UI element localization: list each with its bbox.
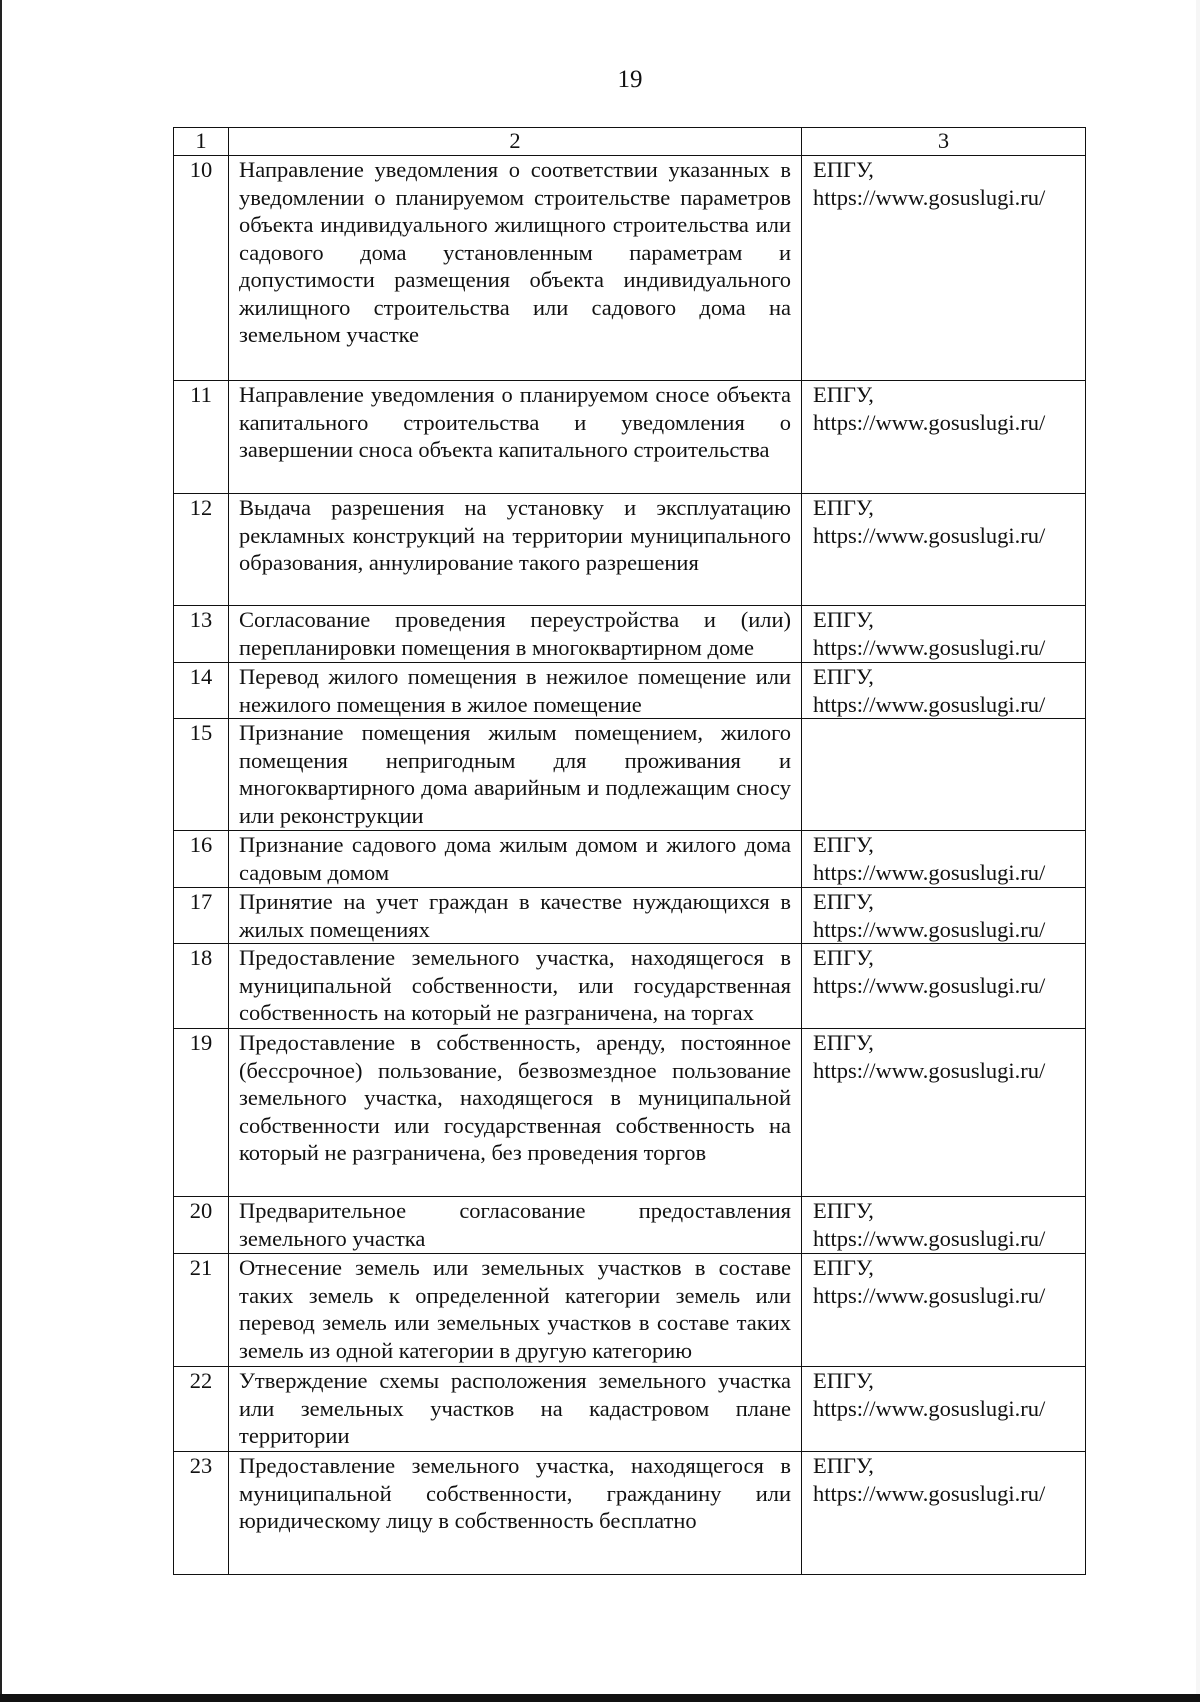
portal-cell	[802, 888, 1086, 944]
service-description: Согласование проведения переустройства и (или) перепланировки помещения в многоквартирном доме	[229, 606, 802, 663]
table-row	[174, 1197, 1086, 1254]
portal-cell	[802, 944, 1086, 1029]
service-description: Перевод жилого помещения в нежилое помещение или нежилого помещения в жилое помещение	[229, 663, 802, 719]
service-description: Признание помещения жилым помещением, жилого помещения непригодным для проживания и многоквартирного дома аварийным и подлежащим сносу или реконструкции	[229, 719, 802, 831]
portal-name: ЕПГУ,	[813, 1030, 874, 1055]
header-cell-3: 3	[802, 128, 1086, 156]
portal-url-link[interactable]: https://www.gosuslugi.ru/	[813, 859, 1046, 885]
services-table-body	[174, 128, 1086, 1575]
service-description: Предоставление земельного участка, находящегося в муниципальной собственности, или государственная собственность на который не разграничена, на торгах	[229, 944, 802, 1029]
header-row	[174, 128, 1086, 156]
service-description: Предоставление в собственность, аренду, постоянное (бессрочное) пользование, безвозмездное пользование земельного участка, находящегося в муниципальной собственности или государственная собственность на который не разграничена, без проведения торгов	[229, 1029, 802, 1197]
portal-cell	[802, 1367, 1086, 1452]
service-description: Предварительное согласование предоставления земельного участка	[229, 1197, 802, 1254]
row-number: 10	[174, 156, 229, 381]
portal-cell	[802, 719, 1086, 831]
row-number: 11	[174, 381, 229, 494]
table-row	[174, 494, 1086, 606]
table-row	[174, 1367, 1086, 1452]
portal-url-link[interactable]: https://www.gosuslugi.ru/	[813, 409, 1046, 435]
row-number: 12	[174, 494, 229, 606]
portal-cell	[802, 1254, 1086, 1367]
scan-edge-left	[0, 0, 2, 1702]
portal-url-link[interactable]: https://www.gosuslugi.ru/	[813, 1057, 1046, 1083]
table-row	[174, 156, 1086, 381]
row-number: 19	[174, 1029, 229, 1197]
table-row	[174, 1254, 1086, 1367]
portal-cell	[802, 1452, 1086, 1575]
portal-cell	[802, 381, 1086, 494]
table-row	[174, 1452, 1086, 1575]
portal-url-link[interactable]: https://www.gosuslugi.ru/	[813, 1480, 1046, 1506]
service-description: Выдача разрешения на установку и эксплуатацию рекламных конструкций на территории муниципального образования, аннулирование такого разрешения	[229, 494, 802, 606]
portal-name: ЕПГУ,	[813, 1368, 874, 1393]
portal-name: ЕПГУ,	[813, 945, 874, 970]
portal-name: ЕПГУ,	[813, 1453, 874, 1478]
row-number: 13	[174, 606, 229, 663]
portal-name: ЕПГУ,	[813, 1255, 874, 1280]
portal-url-link[interactable]: https://www.gosuslugi.ru/	[813, 522, 1046, 548]
row-number: 15	[174, 719, 229, 831]
table-row	[174, 888, 1086, 944]
service-description: Принятие на учет граждан в качестве нуждающихся в жилых помещениях	[229, 888, 802, 944]
portal-name: ЕПГУ,	[813, 382, 874, 407]
portal-name: ЕПГУ,	[813, 495, 874, 520]
service-description: Признание садового дома жилым домом и жилого дома садовым домом	[229, 831, 802, 888]
portal-url-link[interactable]: https://www.gosuslugi.ru/	[813, 184, 1046, 210]
service-description: Утверждение схемы расположения земельного участка или земельных участков на кадастровом плане территории	[229, 1367, 802, 1452]
service-description: Направление уведомления о соответствии указанных в уведомлении о планируемом строительстве параметров объекта индивидуального жилищного строительства или садового дома установленным параметрам и допустимости размещения объекта индивидуального жилищного строительства или садового дома на земельном участке	[229, 156, 802, 381]
portal-cell	[802, 831, 1086, 888]
table-row	[174, 381, 1086, 494]
portal-url-link[interactable]: https://www.gosuslugi.ru/	[813, 972, 1046, 998]
portal-name: ЕПГУ,	[813, 664, 874, 689]
header-cell-2: 2	[229, 128, 802, 156]
table-row	[174, 606, 1086, 663]
row-number: 23	[174, 1452, 229, 1575]
scan-edge-bottom	[0, 1694, 1200, 1702]
portal-url-link[interactable]: https://www.gosuslugi.ru/	[813, 1282, 1046, 1308]
services-table	[173, 127, 1086, 1575]
portal-cell	[802, 1197, 1086, 1254]
portal-name: ЕПГУ,	[813, 607, 874, 632]
portal-cell	[802, 663, 1086, 719]
portal-name: ЕПГУ,	[813, 889, 874, 914]
row-number: 14	[174, 663, 229, 719]
header-cell-1: 1	[174, 128, 229, 156]
portal-url-link[interactable]: https://www.gosuslugi.ru/	[813, 1225, 1046, 1251]
table-row	[174, 663, 1086, 719]
service-description: Предоставление земельного участка, находящегося в муниципальной собственности, гражданину или юридическому лицу в собственность бесплатно	[229, 1452, 802, 1575]
row-number: 22	[174, 1367, 229, 1452]
page-number: 19	[617, 66, 643, 93]
portal-url-link[interactable]: https://www.gosuslugi.ru/	[813, 916, 1046, 942]
service-description: Направление уведомления о планируемом сносе объекта капитального строительства и уведомления о завершении сноса объекта капитального строительства	[229, 381, 802, 494]
portal-url-link[interactable]: https://www.gosuslugi.ru/	[813, 634, 1046, 660]
portal-url-link[interactable]: https://www.gosuslugi.ru/	[813, 1395, 1046, 1421]
table-row	[174, 831, 1086, 888]
portal-name: ЕПГУ,	[813, 157, 874, 182]
service-description: Отнесение земель или земельных участков в составе таких земель к определенной категории земель или перевод земель или земельных участков в составе таких земель из одной категории в другую категорию	[229, 1254, 802, 1367]
portal-cell	[802, 1029, 1086, 1197]
portal-name: ЕПГУ,	[813, 832, 874, 857]
table-row	[174, 719, 1086, 831]
row-number: 20	[174, 1197, 229, 1254]
portal-url-link[interactable]: https://www.gosuslugi.ru/	[813, 691, 1046, 717]
table-row	[174, 1029, 1086, 1197]
table-row	[174, 944, 1086, 1029]
row-number: 17	[174, 888, 229, 944]
portal-name: ЕПГУ,	[813, 1198, 874, 1223]
row-number: 16	[174, 831, 229, 888]
portal-cell	[802, 156, 1086, 381]
row-number: 21	[174, 1254, 229, 1367]
portal-cell	[802, 606, 1086, 663]
scan-edge-right	[1196, 0, 1200, 1702]
portal-cell	[802, 494, 1086, 606]
row-number: 18	[174, 944, 229, 1029]
